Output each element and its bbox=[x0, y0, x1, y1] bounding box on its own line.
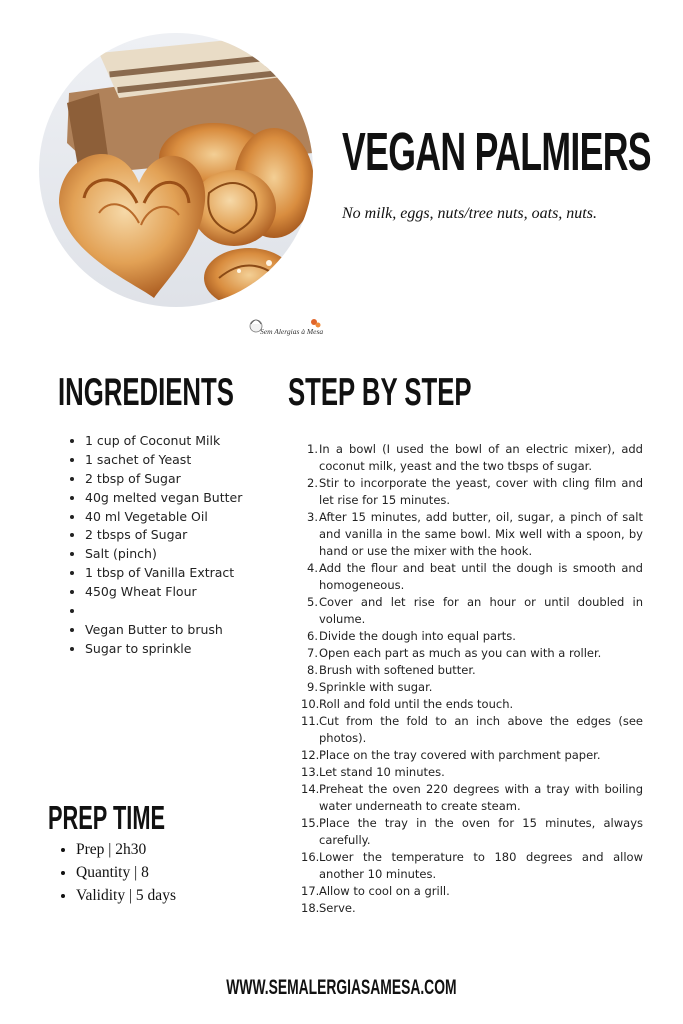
step-item bbox=[301, 628, 643, 645]
ingredients-list bbox=[68, 432, 275, 659]
step-text: Brush with softened butter. bbox=[319, 663, 476, 677]
ingredient-item: • 1 tbsp of Vanilla Extract bbox=[85, 564, 275, 583]
step-text: Serve. bbox=[319, 901, 356, 915]
step-text: Lower the temperature to 180 degrees and allow another 10 minutes. bbox=[319, 850, 643, 881]
step-item bbox=[301, 764, 643, 781]
step-item bbox=[301, 781, 643, 815]
palmiers-photo bbox=[39, 33, 313, 307]
step-number: 3. bbox=[307, 510, 318, 524]
step-number: 13. bbox=[301, 765, 320, 779]
step-text: Cover and let rise for an hour or until doubled in volume. bbox=[319, 595, 643, 626]
step-text: Open each part as much as you can with a roller. bbox=[319, 646, 602, 660]
step-number: 6. bbox=[307, 629, 318, 643]
step-number: 4. bbox=[307, 561, 318, 575]
step-item bbox=[301, 645, 643, 662]
recipe-subtitle: No milk, eggs, nuts/tree nuts, oats, nuts. bbox=[342, 205, 597, 222]
prep-list bbox=[59, 838, 176, 907]
step-item bbox=[301, 883, 643, 900]
brand-logo bbox=[246, 312, 332, 346]
step-number: 17. bbox=[301, 884, 320, 898]
step-text: In a bowl (I used the bowl of an electric mixer), add coconut milk, yeast and the two tbsps of sugar. bbox=[319, 442, 643, 473]
step-item bbox=[301, 509, 643, 560]
ingredient-item bbox=[85, 602, 275, 621]
step-item bbox=[301, 594, 643, 628]
step-item bbox=[301, 849, 643, 883]
prep-item: • Validity | 5 days bbox=[76, 884, 176, 907]
step-number: 5. bbox=[307, 595, 318, 609]
ingredient-item: • Vegan Butter to brush bbox=[85, 621, 275, 640]
step-item bbox=[301, 900, 643, 917]
prep-item: • Prep | 2h30 bbox=[76, 838, 176, 861]
step-number: 15. bbox=[301, 816, 320, 830]
ingredient-item: • 1 sachet of Yeast bbox=[85, 451, 275, 470]
ingredient-item: • 450g Wheat Flour bbox=[85, 583, 275, 602]
svg-text:Sem Alergias à Mesa: Sem Alergias à Mesa bbox=[260, 327, 324, 336]
ingredients-heading: INGREDIENTS bbox=[58, 371, 234, 414]
step-number: 1. bbox=[307, 442, 318, 456]
step-text: Allow to cool on a grill. bbox=[319, 884, 450, 898]
step-item bbox=[301, 679, 643, 696]
prep-heading: PREP TIME bbox=[48, 799, 165, 836]
ingredient-item: • Sugar to sprinkle bbox=[85, 640, 275, 659]
step-text: Divide the dough into equal parts. bbox=[319, 629, 516, 643]
step-number: 7. bbox=[307, 646, 318, 660]
website-footer bbox=[0, 976, 683, 1000]
website-url[interactable]: WWW.SEMALERGIASAMESA.COM bbox=[226, 976, 457, 999]
ingredient-item: • 2 tbsps of Sugar bbox=[85, 526, 275, 545]
step-number: 8. bbox=[307, 663, 318, 677]
prep-item: • Quantity | 8 bbox=[76, 861, 176, 884]
step-number: 11. bbox=[301, 714, 320, 728]
step-number: 12. bbox=[301, 748, 320, 762]
step-item bbox=[301, 815, 643, 849]
step-text: Cut from the fold to an inch above the edges (see photos). bbox=[319, 714, 643, 745]
step-number: 14. bbox=[301, 782, 320, 796]
step-text: Sprinkle with sugar. bbox=[319, 680, 433, 694]
step-item bbox=[301, 441, 643, 475]
step-text: Let stand 10 minutes. bbox=[319, 765, 445, 779]
step-text: Roll and fold until the ends touch. bbox=[319, 697, 514, 711]
steps-heading: STEP BY STEP bbox=[288, 371, 472, 414]
ingredient-item: • 40g melted vegan Butter bbox=[85, 489, 275, 508]
step-item bbox=[301, 560, 643, 594]
step-text: Add the flour and beat until the dough is smooth and homogeneous. bbox=[319, 561, 643, 592]
step-item bbox=[301, 713, 643, 747]
step-item bbox=[301, 662, 643, 679]
step-item bbox=[301, 747, 643, 764]
recipe-title: VEGAN PALMIERS bbox=[342, 122, 651, 182]
step-item bbox=[301, 696, 643, 713]
ingredient-item: • 1 cup of Coconut Milk bbox=[85, 432, 275, 451]
step-text: Stir to incorporate the yeast, cover with cling film and let rise for 15 minutes. bbox=[319, 476, 643, 507]
step-text: After 15 minutes, add butter, oil, sugar, a pinch of salt and vanilla in the same bowl. Mix well with a spoon, by hand or use the mixer with the hook. bbox=[319, 510, 643, 558]
step-number: 18. bbox=[301, 901, 320, 915]
ingredient-item: • 2 tbsp of Sugar bbox=[85, 470, 275, 489]
step-text: Place on the tray covered with parchment paper. bbox=[319, 748, 601, 762]
ingredient-item: • 40 ml Vegetable Oil bbox=[85, 508, 275, 527]
step-item bbox=[301, 475, 643, 509]
step-number: 9. bbox=[307, 680, 318, 694]
step-text: Preheat the oven 220 degrees with a tray with boiling water underneath to create steam. bbox=[319, 782, 643, 813]
step-text: Place the tray in the oven for 15 minutes, always carefully. bbox=[319, 816, 643, 847]
step-number: 2. bbox=[307, 476, 318, 490]
ingredient-item: • Salt (pinch) bbox=[85, 545, 275, 564]
step-number: 16. bbox=[301, 850, 320, 864]
steps-list bbox=[301, 441, 643, 917]
step-number: 10. bbox=[301, 697, 320, 711]
